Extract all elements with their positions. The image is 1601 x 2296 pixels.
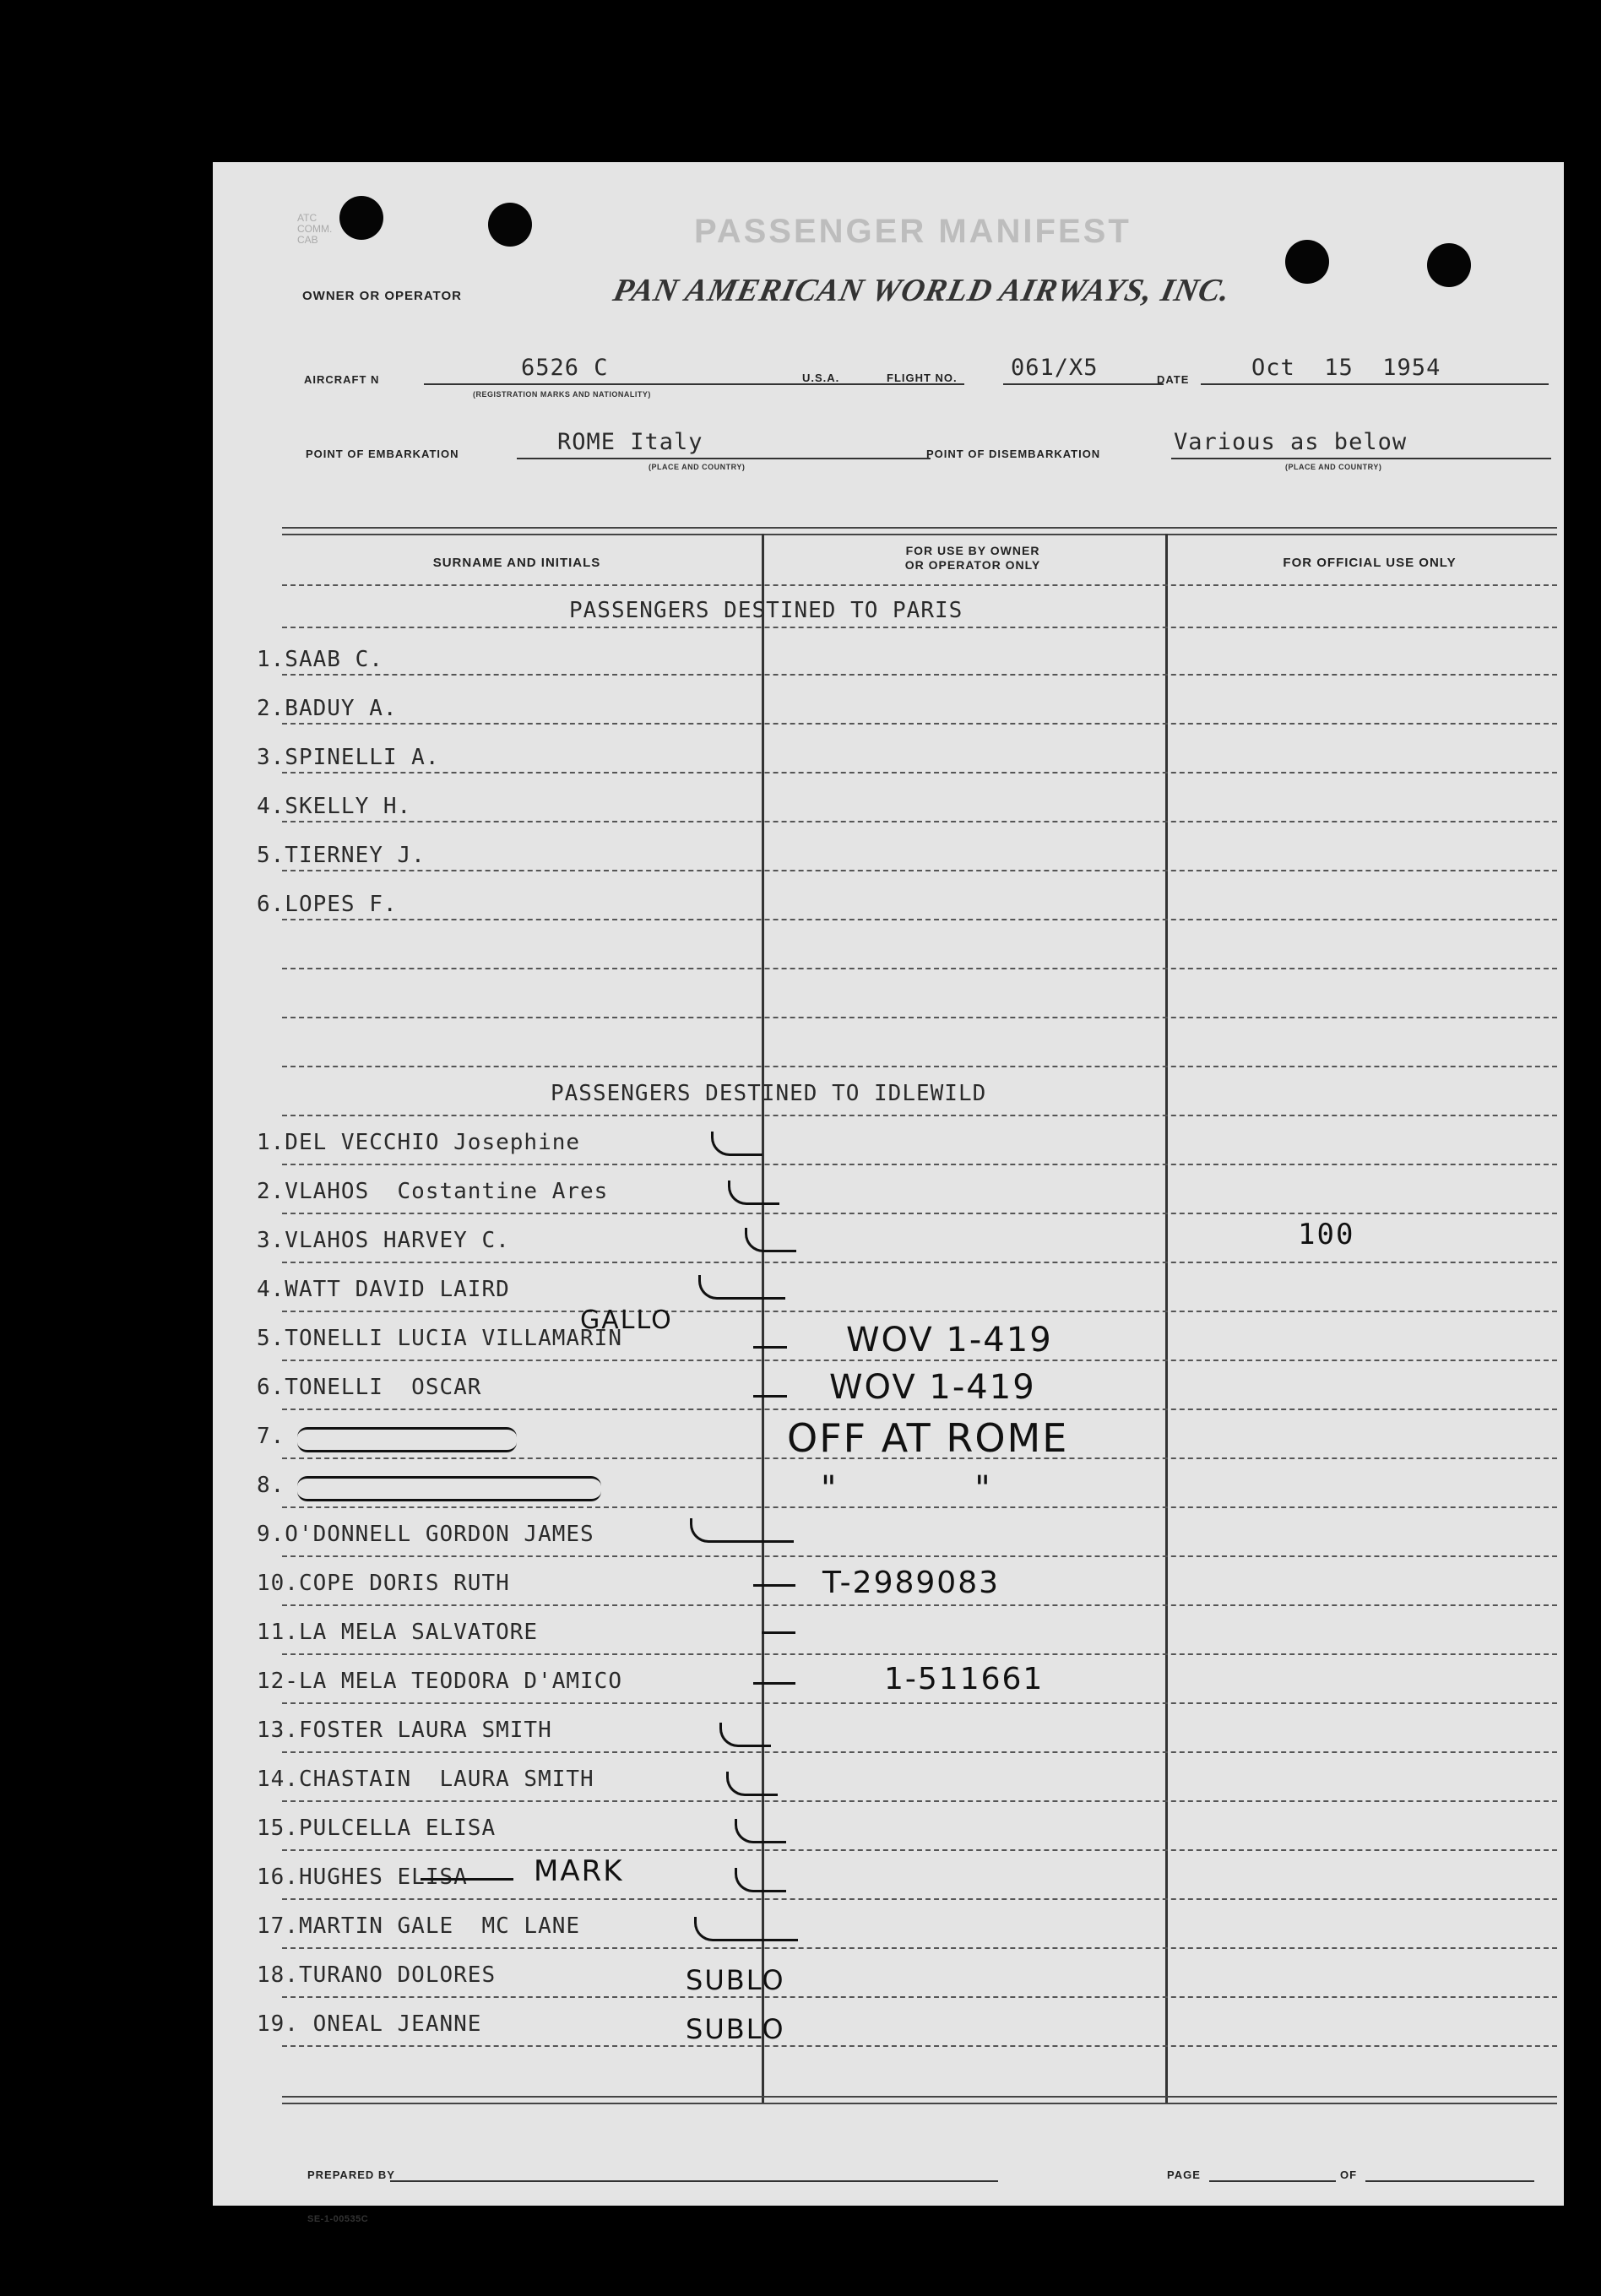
passenger-row: 6.TONELLI OSCAR xyxy=(257,1375,482,1400)
official-header: FOR OFFICIAL USE ONLY xyxy=(1283,556,1457,570)
passenger-row: 5.TIERNEY J. xyxy=(257,843,426,868)
dash-mark xyxy=(753,1584,795,1587)
handwritten-sublo: SUBLO xyxy=(686,1964,785,1996)
passenger-row: 4.SKELLY H. xyxy=(257,794,412,819)
form-code: SE-1-00535C xyxy=(307,2214,369,2224)
disembark-label: POINT OF DISEMBARKATION xyxy=(926,448,1101,460)
prepared-by-label: PREPARED BY xyxy=(307,2168,395,2181)
handwritten-wov-ref: WOV 1-419 xyxy=(846,1321,1053,1360)
punch-hole xyxy=(488,203,532,247)
passenger-row: 11.LA MELA SALVATORE xyxy=(257,1620,539,1645)
check-mark xyxy=(726,1772,778,1796)
place-caption: (PLACE AND COUNTRY) xyxy=(649,463,746,471)
handwritten-wov-ref: WOV 1-419 xyxy=(829,1368,1036,1407)
handwritten-off-rome: OFF AT ROME xyxy=(787,1415,1069,1461)
handwritten-ditto: " " xyxy=(821,1469,992,1508)
passenger-row: 8. xyxy=(257,1473,285,1498)
scribbled-out-name xyxy=(297,1427,517,1452)
check-mark xyxy=(728,1181,779,1205)
passenger-row: 3.SPINELLI A. xyxy=(257,745,440,770)
passenger-row: 1.SAAB C. xyxy=(257,647,383,672)
handwritten-ticket-ref: T-2989083 xyxy=(822,1566,1001,1600)
flight-value: 061/X5 xyxy=(1011,355,1099,381)
passenger-row: 2.VLAHOS Costantine Ares xyxy=(257,1179,609,1204)
check-mark xyxy=(735,1868,786,1892)
handwritten-gallo: GALLO xyxy=(580,1305,673,1335)
dash-mark xyxy=(753,1395,787,1398)
handwritten-mark: MARK xyxy=(534,1854,624,1888)
passenger-row: 14.CHASTAIN LAURA SMITH xyxy=(257,1767,594,1792)
punch-hole xyxy=(1285,240,1329,284)
dash-mark xyxy=(753,1682,795,1685)
check-mark xyxy=(719,1723,771,1747)
check-mark xyxy=(690,1518,794,1543)
passenger-row: 6.LOPES F. xyxy=(257,892,398,917)
usa-label: U.S.A. xyxy=(802,372,840,384)
dash-mark xyxy=(762,1631,795,1634)
passenger-row: 10.COPE DORIS RUTH xyxy=(257,1571,510,1596)
registration-caption: (REGISTRATION MARKS AND NATIONALITY) xyxy=(473,390,651,399)
passenger-row: 2.BADUY A. xyxy=(257,696,398,721)
passenger-row: 9.O'DONNELL GORDON JAMES xyxy=(257,1522,594,1547)
passenger-row: 13.FOSTER LAURA SMITH xyxy=(257,1718,552,1743)
of-label: OF xyxy=(1340,2168,1358,2181)
aircraft-value: 6526 C xyxy=(521,355,609,381)
passenger-row: 1.DEL VECCHIO Josephine xyxy=(257,1130,581,1155)
check-mark xyxy=(694,1917,798,1941)
flight-label: FLIGHT NO. xyxy=(887,372,958,384)
place-caption: (PLACE AND COUNTRY) xyxy=(1285,463,1382,471)
passenger-row: 12-LA MELA TEODORA D'AMICO xyxy=(257,1669,622,1694)
page-title: PASSENGER MANIFEST xyxy=(694,213,1132,250)
handwritten-ticket-ref: 1-511661 xyxy=(884,1662,1045,1696)
passenger-row: 18.TURANO DOLORES xyxy=(257,1962,497,1988)
owner-name: PAN AMERICAN WORLD AIRWAYS, INC. xyxy=(610,273,1235,308)
manifest-sheet xyxy=(213,162,1564,2224)
official-number: 100 xyxy=(1298,1218,1355,1251)
surname-header: SURNAME AND INITIALS xyxy=(432,556,601,570)
embark-value: ROME Italy xyxy=(557,429,703,455)
dash-mark xyxy=(753,1346,787,1349)
passenger-row: 5.TONELLI LUCIA VILLAMARIN xyxy=(257,1326,622,1351)
handwritten-sublo: SUBLO xyxy=(686,2013,785,2045)
passenger-row: 15.PULCELLA ELISA xyxy=(257,1816,497,1841)
passenger-row: 4.WATT DAVID LAIRD xyxy=(257,1277,510,1302)
punch-hole xyxy=(1427,243,1471,287)
strikethrough xyxy=(421,1878,513,1881)
aircraft-label: AIRCRAFT N xyxy=(304,373,380,386)
section-title-paris: PASSENGERS DESTINED TO PARIS xyxy=(569,598,963,623)
date-value: Oct 15 1954 xyxy=(1251,355,1441,381)
embark-label: POINT OF EMBARKATION xyxy=(306,448,459,460)
form-number: ATC COMM. CAB xyxy=(297,212,333,246)
scribbled-out-name xyxy=(297,1476,601,1501)
owner-use-header: FOR USE BY OWNER OR OPERATOR ONLY xyxy=(904,544,1041,572)
page-label: PAGE xyxy=(1167,2168,1201,2181)
check-mark xyxy=(735,1819,786,1843)
owner-label: OWNER OR OPERATOR xyxy=(302,289,462,303)
check-mark xyxy=(711,1132,763,1156)
check-mark xyxy=(698,1275,785,1300)
passenger-row: 3.VLAHOS HARVEY C. xyxy=(257,1228,510,1253)
passenger-row: 16.HUGHES ELISA xyxy=(257,1864,468,1890)
passenger-row: 7. xyxy=(257,1424,285,1449)
check-mark xyxy=(745,1228,796,1252)
passenger-row: 19. ONEAL JEANNE xyxy=(257,2011,482,2037)
disembark-value: Various as below xyxy=(1174,429,1408,455)
section-title-idlewild: PASSENGERS DESTINED TO IDLEWILD xyxy=(551,1081,987,1106)
date-label: DATE xyxy=(1157,373,1190,386)
passenger-row: 17.MARTIN GALE MC LANE xyxy=(257,1913,581,1939)
